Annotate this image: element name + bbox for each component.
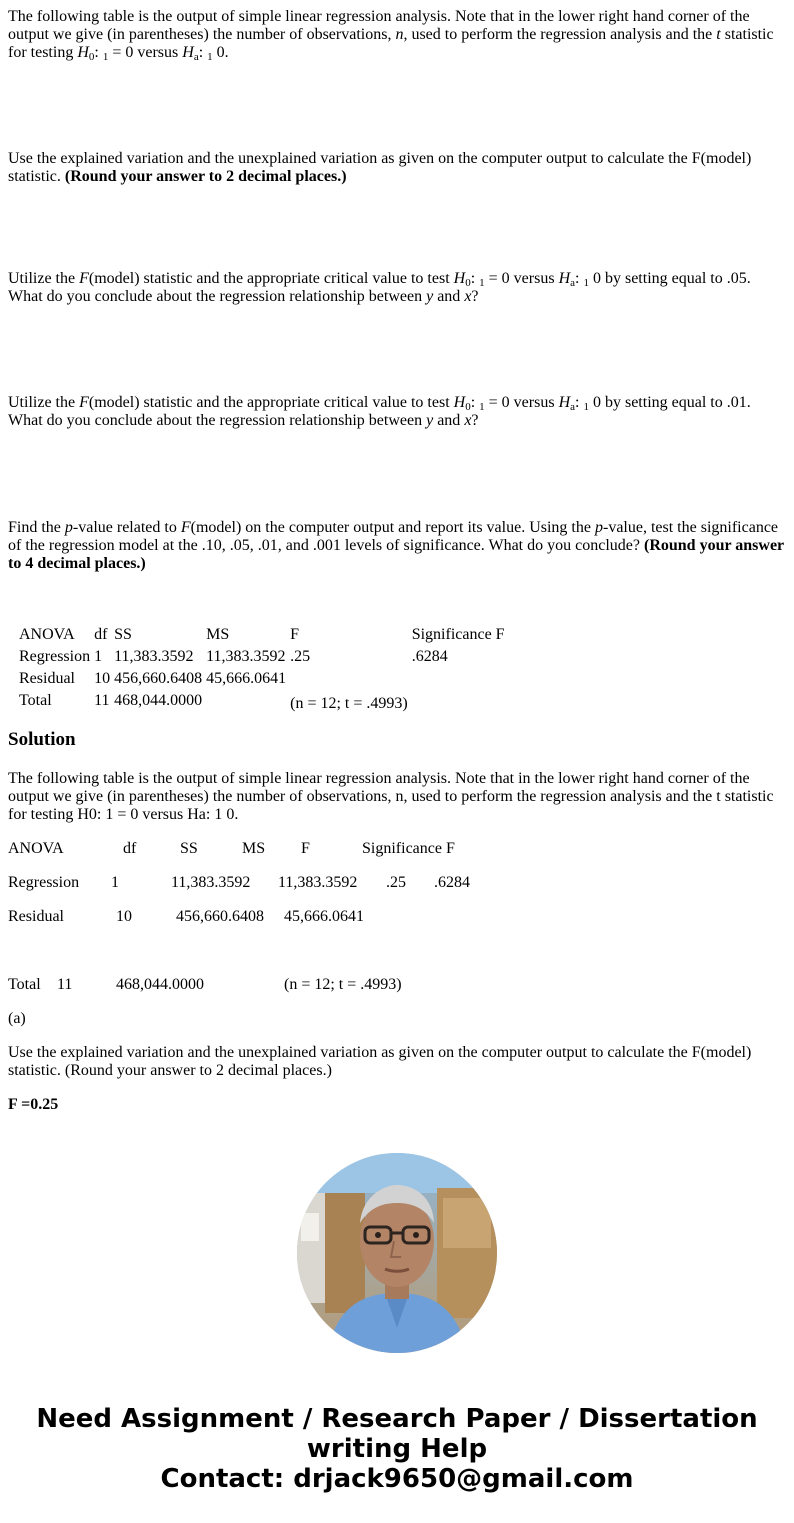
table-cell: ANOVA (19, 626, 75, 643)
table-cell: (n = 12; t = .4993) (290, 695, 408, 712)
footer-banner (0, 1404, 794, 1494)
solution-part-a-text: Use the explained variation and the unexplained variation as given on the computer output to calculate the F(model) statistic. (Round your answer to 2 decimal places.) (8, 1044, 752, 1079)
question-intro: The following table is the output of simple linear regression analysis. Note that in the lower right hand corner of the output we give (in parentheses) the number of observations, n, used to perform the regression analysis and the t statistic for testing $H_0$: $_1$ = 0 versus $H_a$: $_1$ 0. (8, 8, 774, 63)
table-cell: .6284 (411, 648, 448, 665)
table-cell: SS (114, 626, 132, 643)
table-cell: 45,666.0641 (206, 670, 287, 687)
table-cell: F (301, 840, 310, 857)
table-cell: .25 (290, 648, 311, 665)
table-cell: 45,666.0641 (284, 908, 364, 925)
question-part-c: Utilize the F(model) statistic and the appropriate critical value to test $H_0$: $_1$ = 0 versus $H_a$: $_1$ 0 by setting equal to .01. What do you conclude about the regression relationship between y and x? (8, 394, 751, 429)
question-part-a: Use the explained variation and the unexplained variation as given on the computer output to calculate the F(model) statistic. (Round your answer to 2 decimal places.) (8, 150, 752, 185)
table-cell: Regression (8, 874, 80, 891)
table-header-row (18, 625, 506, 645)
table-cell: 456,660.6408 (114, 670, 203, 687)
table-cell: df (94, 626, 108, 643)
table-cell (289, 669, 409, 689)
footer-line-help: Need Assignment / Research Paper / Dissertation writing Help (36, 1404, 758, 1464)
question-part-d: Find the p-value related to F(model) on the computer output and report its value. Using the p-value, test the significance of the regression model at the .10, .05, .01, and .001 levels of significance. What do you conclude? (Round your answer to 4 decimal places.) (8, 519, 784, 572)
table-cell: ANOVA (8, 840, 64, 857)
person-portrait-icon (297, 1153, 497, 1353)
solution-intro: The following table is the output of simple linear regression analysis. Note that in the lower right hand corner of the output we give (in parentheses) the number of observations, n, used to perform the regression analysis and the t statistic for testing H0: 1 = 0 versus Ha: 1 0. (8, 770, 774, 823)
table-cell: 468,044.0000 (116, 976, 204, 993)
table-row (18, 691, 506, 714)
table-cell: 468,044.0000 (114, 692, 203, 709)
table-row (18, 669, 506, 689)
question-part-b: Utilize the F(model) statistic and the appropriate critical value to test $H_0$: $_1$ = 0 versus $H_a$: $_1$ 0 by setting equal to .05. What do you conclude about the regression relationship between y and x? (8, 270, 751, 305)
table-cell: F (290, 626, 300, 643)
table-cell: 11,383.3592 (278, 874, 358, 891)
anova-table (16, 623, 508, 716)
table-cell: Total (19, 692, 52, 709)
table-cell: 11,383.3592 (206, 648, 286, 665)
table-cell: Significance F (411, 626, 505, 643)
table-cell: Significance F (362, 840, 455, 857)
table-cell: Regression (19, 648, 91, 665)
table-cell: 456,660.6408 (176, 908, 264, 925)
table-cell: df (123, 840, 137, 857)
author-avatar (297, 1153, 497, 1353)
solution-heading: Solution (8, 729, 76, 750)
table-cell: 10 (94, 670, 111, 687)
table-cell: .25 (386, 874, 406, 891)
table-cell: .6284 (434, 874, 470, 891)
table-cell: 1 (94, 648, 103, 665)
table-cell: 11,383.3592 (114, 648, 194, 665)
table-cell (205, 691, 287, 714)
table-cell (411, 691, 506, 714)
table-cell: Residual (19, 670, 75, 687)
table-cell: 11 (57, 976, 73, 993)
table-cell: (n = 12; t = .4993) (284, 976, 402, 993)
table-row (18, 647, 506, 667)
footer-line-contact: Contact: drjack9650@gmail.com (160, 1464, 634, 1494)
table-cell (411, 669, 506, 689)
solution-part-label: (a) (8, 1010, 26, 1027)
table-cell: 1 (111, 874, 119, 891)
table-cell: Residual (8, 908, 64, 925)
table-cell: 10 (116, 908, 132, 925)
table-cell: 11 (94, 692, 110, 709)
table-cell: Total (8, 976, 41, 993)
table-cell: MS (206, 626, 230, 643)
table-cell: SS (180, 840, 198, 857)
table-cell: 11,383.3592 (171, 874, 251, 891)
table-cell: MS (242, 840, 266, 857)
solution-answer: F =0.25 (8, 1096, 59, 1113)
